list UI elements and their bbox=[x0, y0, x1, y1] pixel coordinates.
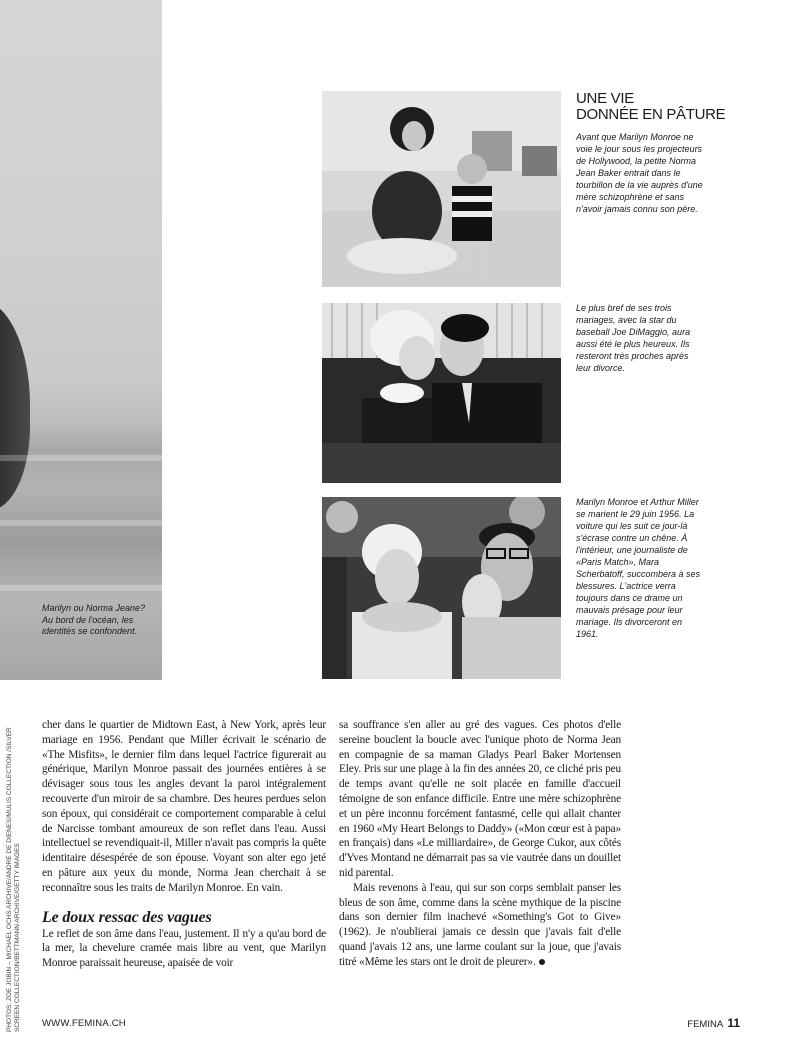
article-paragraph: Le reflet de son âme dans l'eau, justement. Il n'y a qu'au bord de la mer, la chevelure cramée mais libre au vent, que Marilyn Monroe paraissait heureuse, apaisée de voir bbox=[42, 927, 326, 970]
sidebar-title-line2: DONNÉE EN PÂTURE bbox=[576, 106, 726, 123]
hero-photo bbox=[0, 0, 162, 680]
photo-credits: PHOTOS: ZOE JOBIN – MICHAEL OCHS ARCHIVE/ANDRE DE DIENES/MULIS COLLECTION /SILVER SCREEN COLLECTION/BETTMANN ARCHIVE/GETTY IMAGES bbox=[6, 727, 21, 1032]
footer-website: WWW.FEMINA.CH bbox=[42, 1018, 126, 1029]
article-paragraph-last bbox=[339, 881, 621, 970]
hero-wave bbox=[0, 455, 162, 461]
page-number: 11 bbox=[727, 1016, 740, 1030]
article-paragraph-text: Mais revenons à l'eau, qui sur son corps semblait panser les bleus de son âme, comme dans la scène mythique de la piscine dans son dernier film inachevé «Something's Got to Give» (1962). Je n'oublierai jamais ce dessin que j'avais fait d'elle quand j'avais 12 ans, une larme coulant sur la joue, que j'avais titré «Même les stars ont le droit de pleurer». bbox=[339, 881, 621, 968]
article-paragraph: cher dans le quartier de Midtown East, à New York, après leur mariage en 1956. Pendant que Miller écrivait le scénario de «The Misfits», le dernier film dans lequel l'actrice figurerait au générique, Marilyn Monroe passait des journées entières à se dévisager sous tous les angles devant la paroi intégralement recouverte d'un miroir de sa chambre. Des heures perdues selon son époux, qui considérait ce comportement comparable à celui de Narcisse tombant amoureux de son reflet dans l'eau. Aussi intellectuel se revendiquait-il, Miller n'avait pas compris la quête identitaire désespérée de son épouse. Voyant son alter ego jeté en pâture aux yeux du monde, Norma Jean cherchait à se reconnaître sous les traits de Marilyn Monroe. En vain. bbox=[42, 719, 326, 894]
hero-silhouette bbox=[0, 300, 30, 510]
article-column-left bbox=[42, 718, 326, 971]
caption-dimaggio: Le plus bref de ses trois mariages, avec la star du baseball Joe DiMaggio, aura aussi été le plus heureux. Ils resteront très proches après leur divorce. bbox=[576, 303, 691, 373]
sidebar-title-line1: UNE VIE bbox=[576, 90, 634, 107]
sidebar-title bbox=[576, 91, 756, 123]
article-column-right bbox=[339, 718, 621, 970]
hero-wave bbox=[0, 585, 162, 591]
photo-miller-wedding bbox=[322, 497, 561, 679]
photo-dimaggio-kiss bbox=[322, 303, 561, 483]
hero-caption: Marilyn ou Norma Jeane? Au bord de l'océan, les identités se confondent. bbox=[42, 603, 146, 636]
caption-miller: Marilyn Monroe et Arthur Miller se marient le 29 juin 1956. La voiture qui les suit ce jour-là s'écrase contre un chêne. À l'intérieur, une journaliste de «Paris Match», Mara Scherbatoff, succombera à ses blessures. L'actrice verra toujours dans ce drame un mauvais présage pour leur mariage. Ils divorceront en 1961. bbox=[576, 497, 701, 639]
hero-wave bbox=[0, 520, 162, 526]
footer-magazine: FEMINA bbox=[687, 1019, 723, 1030]
article-subhead: Le doux ressac des vagues bbox=[42, 908, 212, 926]
caption-mother-and-child: Avant que Marilyn Monroe ne voie le jour sous les projecteurs de Hollywood, la petite Norma Jean Baker entrait dans le tourbillon de la vie auprès d'une mère schizophrène et sans n'avoir jamais connu son père. bbox=[576, 132, 703, 214]
footer-folio bbox=[687, 1016, 740, 1030]
end-mark-icon bbox=[539, 959, 545, 965]
photo-mother-and-child bbox=[322, 91, 561, 287]
article-paragraph: sa souffrance s'en aller au gré des vagues. Ces photos d'elle sereine bouclent la boucle avec l'unique photo de Norma Jean en compagnie de sa maman Gladys Pearl Baker Mortensen Eley. Pris sur une plage à la fin des années 20, ce cliché pris peu de temps avant qu'elle ne soit placée en famille d'accueil témoigne de son enfance difficile. Entre une mère schizophrène et un père inconnu forcément fantasmé, celle qui allait chanter en 1960 «My Heart Belongs to Daddy» («Mon cœur est à papa» en français) dans «Le milliardaire», de George Cukor, aux côtés d'Yves Montand ne démarrait pas sa vie vautrée dans un douillet nid parental. bbox=[339, 719, 621, 879]
